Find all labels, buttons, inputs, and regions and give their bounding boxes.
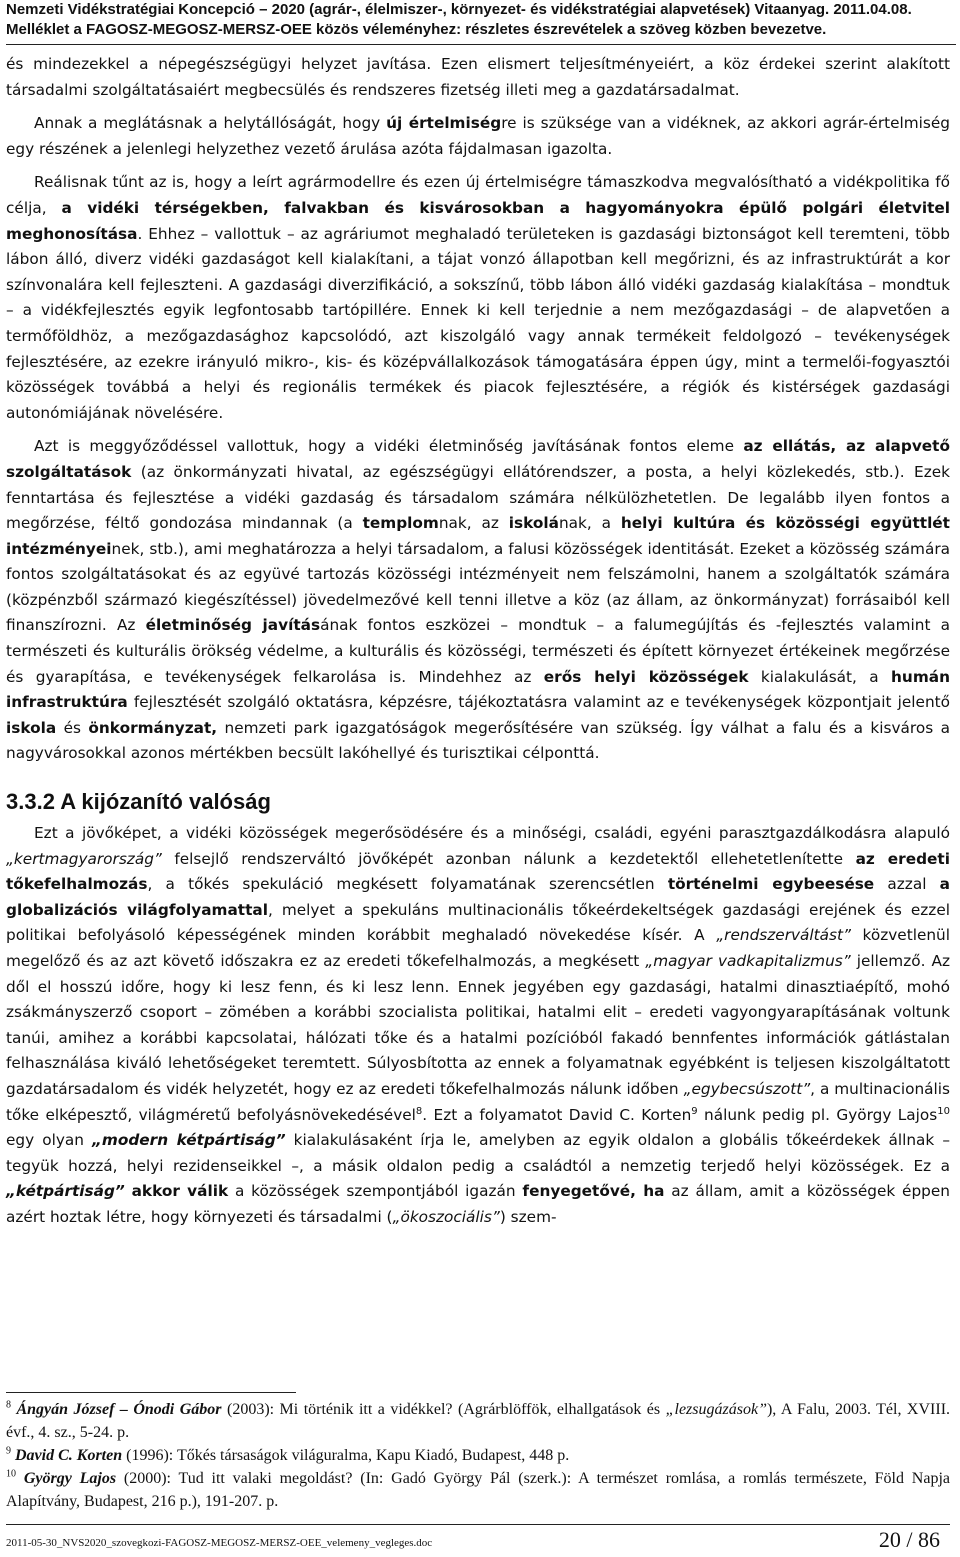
text: jellemző. Az dől el hosszú időre, hogy ki lesz fenn, és ki lesz lenn. Ennek jegyében egy gazdasági, hatalmi dinasztiaépítő, mohó zsákmányszerző csoport – zömében a korábbi szocialista politikai, hatalmi elit – eredeti vagyongyarapításának voltunk tanúi, amihez a korábbi kapcsolatai, hálózati tőke és a hatalmi pozícióból fakadó bennfentes információk gátlástalan felhasználása kiváló lehetőségeket teremtett. Súlyosbította az ennek a folyamatnak egyébként is teljesen kiszolgáltatott gazdatársadalom és vidék helyzetét, hogy ez az eredeti tőkefelhalmozás nálunk időben bbox=[6, 952, 950, 1098]
bold-text: helyi kultúra és közösségi együttlét intézményei bbox=[6, 514, 950, 558]
text: felsejlő rendszerváltó jövőképét azonban nálunk a kezdetektől ellehetetlenítette bbox=[161, 849, 856, 868]
text: nek, stb.), ami meghatározza a helyi társadalom, a falusi közösségek identitását. Ezeket a közösség számára fontos szolgáltatásokat és az együvé tartozás közösségi intézményeit nem felszámolni, hanem a szolgáltatók számára (közpénzből származó kiegészítéssel) jövedelmezővé kell tenni illetve a köz (az állam, az önkormányzat) forrásaiból kell finanszírozni. Az bbox=[6, 539, 950, 635]
text: nemzeti park igazgatóságok megerősítésére van szükség. Így válhat a falu és a kisváros a nagyvárosokkal azonos mértékben becsült lakóhellyé és turisztikai célponttá. bbox=[6, 718, 950, 763]
text: Reálisnak tűnt az is, hogy a leírt agrármodellre és ezen új értelmiségre támaszkodva megvalósítható a vidékpolitika fő célja, bbox=[6, 173, 950, 217]
bold-text: akkor válik bbox=[131, 1182, 229, 1201]
bold-text: életminőség javítás bbox=[145, 616, 321, 635]
text: . Ezt a folyamatot David C. Korten bbox=[422, 1105, 692, 1124]
section-heading: 3.3.2 A kijózanító valóság bbox=[6, 789, 271, 815]
text: közvetlenül megelőző és az azt követő időszakra ez az eredeti tőkefelhalmozás, a megkésett bbox=[6, 926, 951, 970]
footnote-8 bbox=[6, 1398, 950, 1444]
text: és bbox=[56, 718, 89, 737]
footnote-separator bbox=[6, 1392, 296, 1393]
text: kialakulásaként írja le, amelyben az egyik oldalon a globális tőkeérdekek állnak – tegyük hozzá, helyi rezidenseikkel –, a másik oldalon pedig a családtól a nemzetig terjedő helyi közösségek. Ez a bbox=[6, 1131, 950, 1175]
document-footer bbox=[6, 1524, 950, 1555]
footnote-author: David C. Korten bbox=[15, 1447, 123, 1464]
bold-text: humán infrastruktúra bbox=[6, 667, 950, 712]
footnote-number: 8 bbox=[6, 1399, 11, 1411]
text: egy olyan bbox=[6, 1131, 93, 1150]
paragraph-1 bbox=[6, 52, 950, 103]
text: nálunk pedig pl. György Lajos bbox=[697, 1105, 938, 1124]
text: Annak a meglátásnak a helytállóságát, hogy bbox=[34, 114, 387, 133]
bold-text: fenyegetővé, ha bbox=[522, 1182, 665, 1201]
italic-text: „ökoszociális” bbox=[392, 1207, 500, 1226]
text: (1996): Tőkés társaságok világuralma, Kapu Kiadó, Budapest, 448 p. bbox=[122, 1447, 570, 1464]
text: kialakulását, a bbox=[748, 667, 892, 686]
bold-text: történelmi egybeesése bbox=[667, 875, 875, 894]
header-title: Nemzeti Vidékstratégiai Koncepció – 2020 (agrár-, élelmiszer-, környezet- és vidékstratégiai alapvetések) Vitaanyag. 2011.04.08. bbox=[6, 1, 912, 18]
text: Ezt a jövőképet, a vidéki közösségek megerősödésére és a minőségi, családi, egyéni parasztgazdálkodásra alapuló bbox=[34, 824, 950, 843]
paragraph-4 bbox=[6, 434, 950, 767]
footnote-ref-8[interactable]: 8 bbox=[415, 1105, 423, 1117]
text: Azt is meggyőződéssel vallottuk, hogy a vidéki életminőség javításának fontos eleme bbox=[34, 437, 744, 456]
text: ), A Falu, 2003. Tél, XVIII. évf., 4. sz., 5-24. p. bbox=[6, 1401, 951, 1441]
text: (2003): Mi történik itt a vidékkel? (Agrárblöffök, elhallgatások és bbox=[221, 1401, 666, 1418]
italic-text: „rendszerváltást” bbox=[716, 926, 851, 945]
text: és mindezekkel a népegészségügyi helyzet javítása. Ezen elismert teljesítményeiért, a köz érdekei szerint alakított társadalmi szolgáltatásaiért megbecsülés és rendszeres fizetség illeti meg a gazdatársadalmat. bbox=[6, 55, 950, 99]
bold-text: a vidéki térségekben, falvakban és kisvárosokban a hagyományokra épülő polgári életvitel meghonosítása bbox=[6, 198, 950, 243]
footnote-ref-9[interactable]: 9 bbox=[691, 1105, 698, 1117]
header-subtitle: Melléklet a FAGOSZ-MEGOSZ-MERSZ-OEE közös véleményhez: részletes észrevételek a szöveg közben bevezetve. bbox=[6, 20, 956, 45]
bold-text: templom bbox=[362, 514, 439, 533]
document-body bbox=[6, 52, 950, 1231]
italic-text: „kertmagyarország” bbox=[6, 849, 162, 868]
text: (2000): Tud itt valaki megoldást? (In: Gadó György Pál (szerk.): A természet romlása, a romlás természete, Föld Napja Alapítvány, Budapest, 216 p.), 191-207. p. bbox=[6, 1470, 950, 1510]
bold-text: iskola bbox=[6, 718, 57, 737]
bold-text: a globalizációs világfolyamattal bbox=[6, 875, 950, 919]
bold-text: az ellátás, az alapvető szolgáltatások bbox=[6, 437, 950, 481]
text: azzal bbox=[874, 875, 940, 894]
footer-filename: 2011-05-30_NVS2020_szovegkozi-FAGOSZ-MEGOSZ-MERSZ-OEE_velemeny_vegleges.doc bbox=[6, 1537, 433, 1549]
text: a közösségek szempontjából igazán bbox=[228, 1182, 523, 1201]
paragraph-5 bbox=[6, 821, 950, 1231]
bold-text: önkormányzat, bbox=[88, 718, 218, 737]
footnote-author: György Lajos bbox=[23, 1470, 117, 1487]
text: ának fontos eszközei – mondtuk – a falumegújítás és -fejlesztés valamint a természeti és kulturális örökség védelme, a kulturális és közösségi, természeti és épített környezet értékeinek megőrzése és gyarapítása, e tevékenységek felkarolása is. Mindehhez az bbox=[6, 616, 951, 686]
bold-text: erős helyi közösségek bbox=[543, 667, 749, 686]
text: , melyet a spekuláns multinacionális tőkeérdekeltségek gazdasági erejének és ezzel politikai befolyásoló képességének minden korábbit meghaladó növekedése kísér. A bbox=[6, 900, 950, 945]
footnote-number: 9 bbox=[6, 1445, 11, 1457]
footnotes bbox=[6, 1398, 950, 1513]
bold-italic-text: „modern kétpártiság” bbox=[92, 1131, 286, 1150]
bold-italic-text: „kétpártiság” bbox=[6, 1182, 125, 1201]
bold-text: az eredeti tőkefelhalmozás bbox=[6, 849, 950, 894]
text: , a tőkés spekuláció megkésett folyamatának szerencsétlen bbox=[147, 875, 668, 894]
footnote-author: Ángyán József – Ónodi Gábor bbox=[16, 1401, 222, 1418]
footnote-10 bbox=[6, 1467, 950, 1513]
footnote-9 bbox=[6, 1444, 950, 1467]
text bbox=[125, 1182, 132, 1200]
italic-text: „lezsugázások” bbox=[665, 1401, 767, 1418]
italic-text: „egybecsúszott” bbox=[683, 1079, 811, 1098]
bold-text: új értelmiség bbox=[386, 114, 502, 133]
text: re is szüksége van a vidéknek, az akkori agrár-értelmiség egy részének a jelenlegi helyzethez vezető árulása azóta fájdalmasan igazolta. bbox=[6, 114, 951, 158]
text: ) szem- bbox=[499, 1207, 557, 1226]
text: , a multinacionális tőke elképesztő, világméretű befolyásnövekedésével bbox=[6, 1079, 950, 1124]
text: . Ehhez – vallottuk – az agráriumot meghaladó területeken is gazdasági biztonságot kell teremteni, több lábon álló, diverz vidéki gazdaságot kell kialakítani, a tájat vonzó állapotban kell megőrizni, és az infrastruktúrát a kor színvonalára kell fejleszteni. A gazdasági diverzifikáció, a sokszínű, több lábon álló vidéki gazdaság kialakítása – mondtuk – a vidékfejlesztés egyik legfontosabb tartópillére. Ennek ki kell terjednie a nem mezőgazdasági – de alapvetően a termőföldhöz, a mezőgazdasághoz kapcsolódó, azt kiszolgáló vagy annak termékeit feldolgozó – tevékenységek fejlesztésére, az ezekre irányuló mikro-, kis- és középvállalkozások támogatására éppen úgy, mint a termelői-fogyasztói közösségek továbbá a helyi és regionális termékek és piacok fejlesztésére, a régiók és kistérségek gazdasági autonómiájának növelésére. bbox=[6, 224, 950, 422]
italic-text: „magyar vadkapitalizmus” bbox=[645, 952, 851, 970]
text: az állam, amit a közösségek éppen azért hoztak létre, hogy környezeti és társadalmi ( bbox=[6, 1182, 950, 1226]
footnote-ref-10[interactable]: 10 bbox=[937, 1105, 950, 1117]
paragraph-2 bbox=[6, 111, 950, 162]
footnote-number: 10 bbox=[6, 1468, 16, 1480]
document-header bbox=[6, 0, 956, 45]
text: (az önkormányzati hivatal, az egészségügyi ellátórendszer, a posta, a helyi közlekedés, stb.). Ezek fenntartása és fejlesztése a vidéki gazdaság és társadalom számára nélkülözhetetlen. De legalább ilyen fontos a megőrzése, féltő gondozása mindannak (a bbox=[6, 462, 950, 533]
text: nak, az bbox=[438, 514, 509, 533]
bold-text: iskolá bbox=[508, 514, 559, 533]
paragraph-3 bbox=[6, 170, 950, 426]
text: fejlesztését szolgáló oktatásra, képzésre, tájékoztatásra valamint az e tevékenységek központjait jelentő bbox=[127, 693, 950, 712]
text: nak, a bbox=[558, 514, 621, 533]
page-number: 20 / 86 bbox=[878, 1527, 940, 1552]
